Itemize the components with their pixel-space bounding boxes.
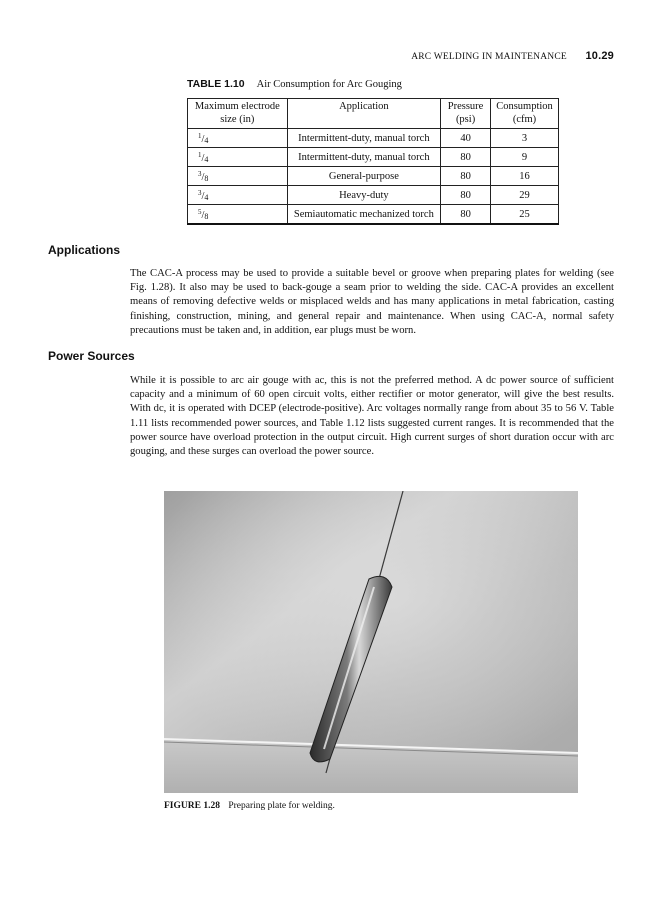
plate-photo-image xyxy=(164,491,578,793)
power-sources-paragraph: While it is possible to arc air gouge with ac, this is not the preferred method. A dc power source of sufficient capacity and a minimum of 60 open circuit volts, either rectifier or motor generator, will give the best results. With dc, it is operated with DCEP (electrode-positive). Arc voltages normally range from about 35 to 56 V. Table 1.11 lists recommended power sources, and Table 1.12 lists suggested current ranges. It is recommended that the power source have overload protection in the output circuit. High current surges of short duration occur with arc gouging, and these surges can overload the power source. xyxy=(130,375,614,458)
application-cell: Intermittent-duty, manual torch xyxy=(287,148,440,167)
section-heading-power-sources: Power Sources xyxy=(48,349,135,363)
pressure-cell: 80 xyxy=(441,148,491,167)
section-heading-applications: Applications xyxy=(48,243,121,257)
figure-plate-photo xyxy=(164,491,578,793)
running-header-title: ARC WELDING IN MAINTENANCE xyxy=(411,52,567,62)
application-cell: Semiautomatic mechanized torch xyxy=(287,205,440,225)
consumption-cell: 16 xyxy=(491,167,559,186)
column-header: Pressure (psi) xyxy=(441,99,491,129)
table-number: TABLE 1.10 xyxy=(187,78,245,90)
table-row xyxy=(188,148,559,167)
electrode-size-cell: $^5/_8$ xyxy=(188,205,288,225)
column-header: Application xyxy=(287,99,440,129)
electrode-size-cell: $^3/_4$ xyxy=(188,186,288,205)
electrode-size-cell: $^3/_8$ xyxy=(188,167,288,186)
application-cell: Intermittent-duty, manual torch xyxy=(287,129,440,148)
application-cell: General-purpose xyxy=(287,167,440,186)
applications-paragraph: The CAC-A process may be used to provide a suitable bevel or groove when preparing plates for welding (see Fig. 1.28). It also may be used to back-gouge a seam prior to welding the side. CAC-A provides an excellent means of removing defective welds or misplaced welds and has many applications in metal fabrication, casting finishing, construction, mining, and general repair and maintenance. When using CAC-A, normal safety precautions must be taken and, in addition, ear plugs must be worn. xyxy=(130,268,614,336)
application-cell: Heavy-duty xyxy=(287,186,440,205)
table-row xyxy=(188,129,559,148)
table-row xyxy=(188,167,559,186)
consumption-cell: 9 xyxy=(491,148,559,167)
electrode-size-cell: $^1/_4$ xyxy=(188,129,288,148)
table-header-row xyxy=(188,99,559,129)
figure-caption xyxy=(164,801,335,811)
figure-number: FIGURE 1.28 xyxy=(164,801,220,811)
air-consumption-table xyxy=(187,98,559,225)
page-number: 10.29 xyxy=(585,50,614,62)
pressure-cell: 40 xyxy=(441,129,491,148)
column-header: Maximum electrode size (in) xyxy=(188,99,288,129)
table-row xyxy=(188,186,559,205)
consumption-cell: 3 xyxy=(491,129,559,148)
table-caption xyxy=(187,78,402,90)
table-title: Air Consumption for Arc Gouging xyxy=(256,79,402,90)
column-header: Consumption (cfm) xyxy=(491,99,559,129)
running-header xyxy=(411,50,614,62)
figure-caption-text: Preparing plate for welding. xyxy=(228,801,335,811)
table-row xyxy=(188,205,559,225)
pressure-cell: 80 xyxy=(441,186,491,205)
consumption-cell: 29 xyxy=(491,186,559,205)
pressure-cell: 80 xyxy=(441,205,491,225)
consumption-cell: 25 xyxy=(491,205,559,225)
electrode-size-cell: $^1/_4$ xyxy=(188,148,288,167)
pressure-cell: 80 xyxy=(441,167,491,186)
